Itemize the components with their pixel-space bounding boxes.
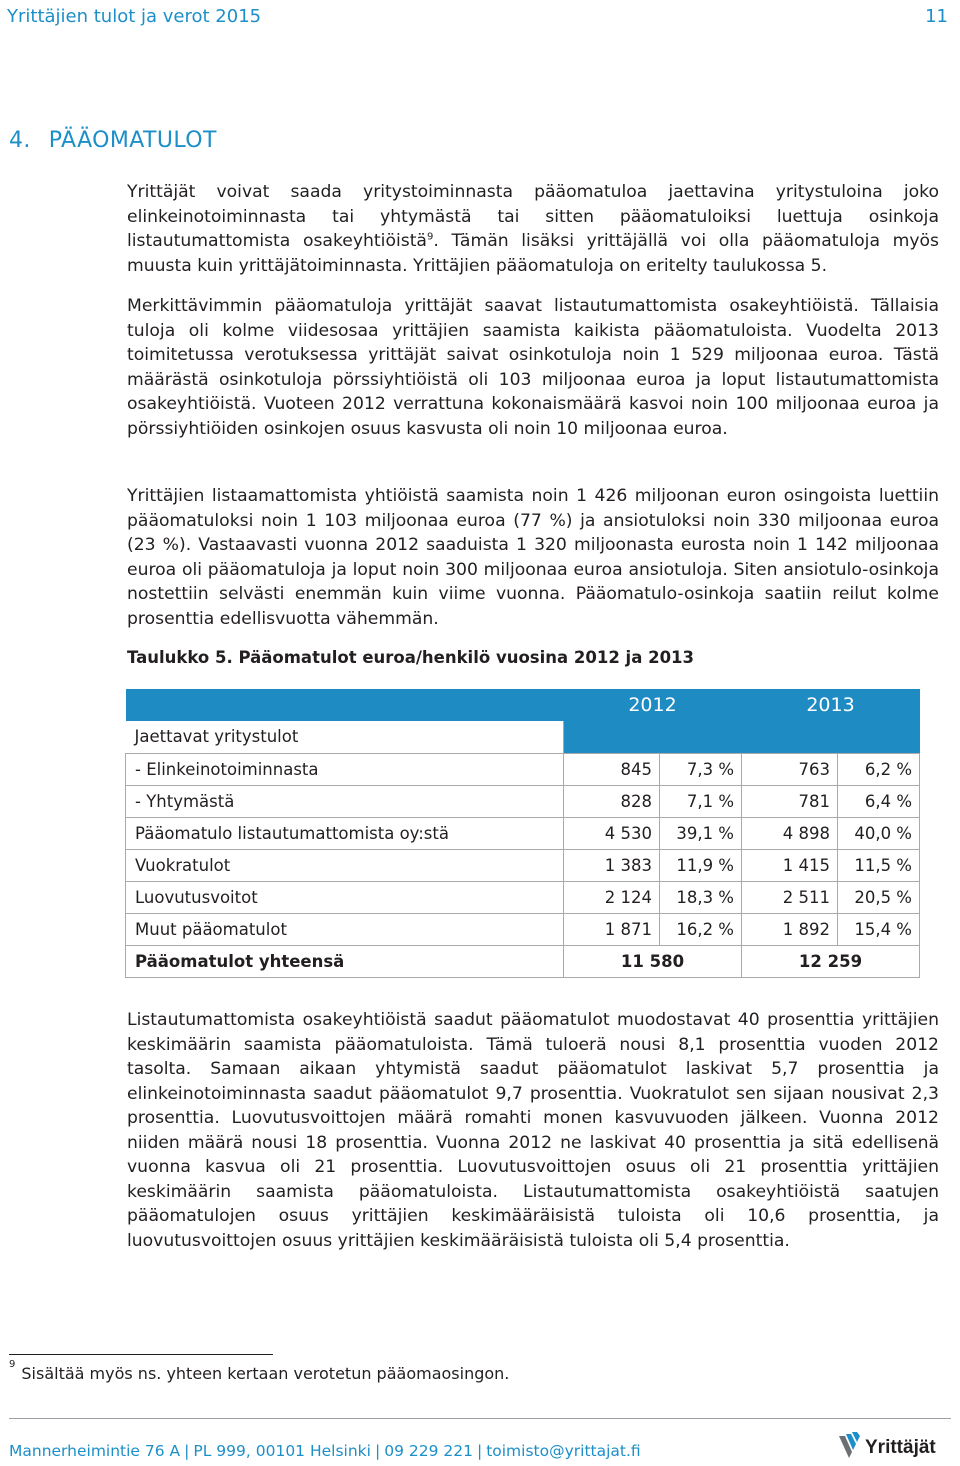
share-2012: 7,1 % — [660, 785, 742, 817]
row-label: Pääomatulo listautumattomista oy:stä — [126, 817, 564, 849]
table-row — [126, 785, 920, 817]
section-title: PÄÄOMATULOT — [48, 128, 217, 153]
table-group-row — [126, 721, 920, 753]
share-2013: 20,5 % — [838, 881, 920, 913]
value-2013: 1 892 — [742, 913, 838, 945]
paragraph-unlisted: Yrittäjien listaamattomista yhtiöistä saamista noin 1 426 miljoonan euron osingoista luettiin pääomatuloksi noin 1 103 miljoonaa euroa (77 %) ja ansiotuloksi noin 330 miljoonaa euroa (23 %). Vastaavasti vuonna 2012 saaduista 1 320 miljoonasta eurosta noin 1 142 miljoonaa euroa oli pääomatuloja ja loput noin 300 miljoonaa euroa ansiotuloja. Siten ansiotulo-osinkoja nostettiin selvästi enemmän kuin viime vuonna. Pääomatulo-osinkoja saatiin reilut kolme prosenttia edellisvuotta vähemmän. — [127, 486, 939, 629]
footer-separator: | — [476, 1442, 483, 1460]
year-header-2013: 2013 — [742, 689, 920, 721]
group-row-fill — [564, 721, 920, 753]
table-row — [126, 817, 920, 849]
share-2012: 39,1 % — [660, 817, 742, 849]
share-2013: 15,4 % — [838, 913, 920, 945]
year-header-2012: 2012 — [564, 689, 742, 721]
running-header — [7, 6, 948, 32]
group-label: Jaettavat yritystulot — [126, 721, 564, 753]
row-label: Muut pääomatulot — [126, 913, 564, 945]
share-2012: 7,3 % — [660, 753, 742, 785]
footer-contact — [9, 1442, 641, 1460]
suomen-yrittajat-wings-logo-icon — [836, 1428, 954, 1462]
share-2013: 11,5 % — [838, 849, 920, 881]
footer-postal: PL 999, 00101 Helsinki — [193, 1442, 371, 1460]
value-2013: 1 415 — [742, 849, 838, 881]
share-2013: 6,2 % — [838, 753, 920, 785]
paragraph-dividends: Merkittävimmin pääomatuloja yrittäjät saavat listautumattomista osakeyhtiöistä. Tällaisia tuloja oli kolme viidesosaa yrittäjien saamista kaikista pääomatuloista. Vuodelta 2013 toimitetussa verotuksessa yrittäjät saivat osinkotuloja noin 1 529 miljoonaa euroa. Tästä määrästä osinkotuloja pörssiyhtiöistä oli 103 miljoonaa euroa ja loput listautumattomista osakeyhtiöistä. Vuoteen 2012 verrattuna kokonaismäärä kasvoi noin 100 miljoonaa euroa ja pörssiyhtiöiden osinkojen osuus kasvusta oli noin 10 miljoonaa euroa. — [127, 296, 939, 439]
value-2012: 1 871 — [564, 913, 660, 945]
footnote-reference[interactable]: 9 — [426, 231, 434, 243]
paragraph-intro-text: Yrittäjät voivat saada yritystoiminnasta pääomatuloa jaettavina yritystuloina joko elinkeinotoiminnasta tai yhtymästä tai sitten pääomatuloiksi luettuja osinkoja listautumattomista osakeyhtiöistä — [127, 182, 939, 251]
share-2012: 11,9 % — [660, 849, 742, 881]
total-2012: 11 580 — [564, 945, 742, 977]
value-2012: 4 530 — [564, 817, 660, 849]
value-2013: 2 511 — [742, 881, 838, 913]
table-row — [126, 913, 920, 945]
value-2012: 1 383 — [564, 849, 660, 881]
row-label: Vuokratulot — [126, 849, 564, 881]
table-total-row — [126, 945, 920, 977]
footnote-text: Sisältää myös ns. yhteen kertaan verotetun pääomaosingon. — [21, 1364, 510, 1383]
footer-street: Mannerheimintie 76 A — [9, 1442, 181, 1460]
document-title: Yrittäjien tulot ja verot 2015 — [7, 6, 262, 27]
row-label: - Yhtymästä — [126, 785, 564, 817]
share-2013: 40,0 % — [838, 817, 920, 849]
row-label: - Elinkeinotoiminnasta — [126, 753, 564, 785]
total-2013: 12 259 — [742, 945, 920, 977]
value-2013: 781 — [742, 785, 838, 817]
section-number: 4. — [9, 128, 31, 153]
total-label: Pääomatulot yhteensä — [126, 945, 564, 977]
logo-wordmark: Yrittäjät — [865, 1437, 936, 1458]
table-row — [126, 753, 920, 785]
footer-separator: | — [184, 1442, 190, 1460]
table-row — [126, 849, 920, 881]
share-2012: 16,2 % — [660, 913, 742, 945]
page-number: 11 — [925, 6, 948, 27]
value-2013: 763 — [742, 753, 838, 785]
yrittajat-logo — [836, 1428, 954, 1462]
paragraph-intro — [127, 180, 939, 278]
table-row — [126, 881, 920, 913]
footer-divider — [9, 1418, 951, 1419]
footer-email[interactable]: toimisto@yrittajat.fi — [486, 1442, 641, 1460]
share-2013: 6,4 % — [838, 785, 920, 817]
paragraph-intro-text-cont: . Tämän lisäksi yrittäjällä voi olla pääomatuloja myös muusta kuin yrittäjätoiminnasta. Yrittäjien pääomatuloja on eritelty taulukossa 5. — [127, 231, 939, 276]
footnote — [9, 1358, 510, 1383]
footnote-mark: 9 — [9, 1358, 16, 1370]
capital-income-table — [125, 689, 920, 978]
table-header-row — [126, 689, 920, 721]
value-2012: 2 124 — [564, 881, 660, 913]
paragraph-analysis: Listautumattomista osakeyhtiöistä saadut pääomatulot muodostavat 40 prosenttia yrittäjien keskimäärin saamista pääomatuloista. Tämä tuloerä nousi 8,1 prosenttia vuoden 2012 tasolta. Samaan aikaan yhtymistä saadut pääomatulot laskivat 5,7 prosenttia ja elinkeinotoiminnasta saadut pääomatulot 9,7 prosenttia. Vuokratulot sen sijaan nousivat 2,3 prosenttia. Luovutusvoittojen määrä romahti monen kasvuvuoden jälkeen. Vuonna 2012 niiden määrä nousi 18 prosenttia. Vuonna 2012 ne laskivat 40 prosenttia ja sitä edellisenä vuonna kasvua oli 21 prosenttia. Luovutusvoittojen osuus oli 21 prosenttia yrittäjien keskimäärin saamista pääomatuloista. Listautumattomista osakeyhtiöistä saatujen pääomatulojen osuus yrittäjien keskimääräisistä tuloista oli 10,6 prosenttia, ja luovutusvoittojen osuus yrittäjien keskimääräisistä tuloista oli 5,4 prosenttia. — [127, 1010, 939, 1251]
value-2013: 4 898 — [742, 817, 838, 849]
footer-separator: | — [374, 1442, 381, 1460]
table-caption: Taulukko 5. Pääomatulot euroa/henkilö vuosina 2012 ja 2013 — [127, 648, 695, 667]
footer-phone[interactable]: 09 229 221 — [384, 1442, 473, 1460]
footnote-divider — [9, 1354, 273, 1355]
value-2012: 828 — [564, 785, 660, 817]
section-heading — [9, 128, 217, 153]
value-2012: 845 — [564, 753, 660, 785]
share-2012: 18,3 % — [660, 881, 742, 913]
table-header-corner — [126, 689, 564, 721]
row-label: Luovutusvoitot — [126, 881, 564, 913]
